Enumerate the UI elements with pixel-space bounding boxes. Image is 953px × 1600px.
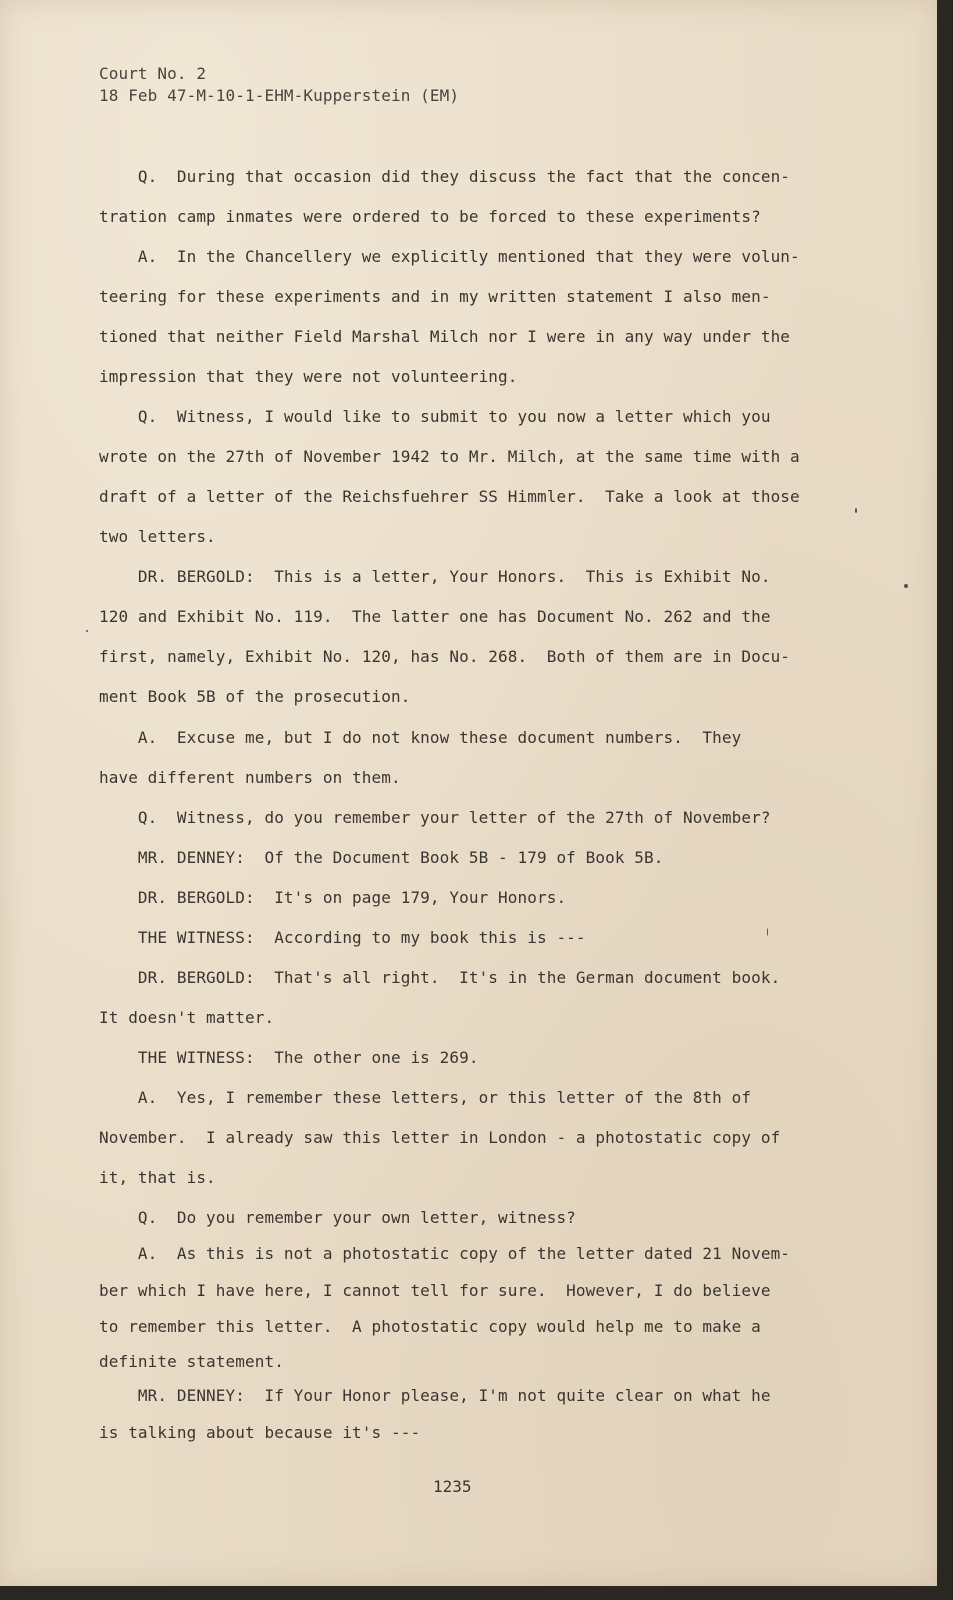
transcript-line: teering for these experiments and in my written statement I also men- — [99, 287, 771, 306]
transcript-line: It doesn't matter. — [99, 1008, 275, 1027]
transcript-line: A. Excuse me, but I do not know these document numbers. They — [99, 728, 742, 747]
paper-speck — [767, 928, 768, 936]
paper-speck — [855, 508, 857, 513]
transcript-line: first, namely, Exhibit No. 120, has No. 268. Both of them are in Docu- — [99, 647, 791, 666]
transcript-line: MR. DENNEY: Of the Document Book 5B - 179 of Book 5B. — [99, 848, 664, 867]
session-reference: 18 Feb 47-M-10-1-EHM-Kupperstein (EM) — [99, 86, 460, 105]
transcript-line: A. Yes, I remember these letters, or this letter of the 8th of — [99, 1088, 752, 1107]
transcript-line: it, that is. — [99, 1168, 216, 1187]
transcript-line: tioned that neither Field Marshal Milch nor I were in any way under the — [99, 327, 791, 346]
page-number: 1235 — [433, 1477, 472, 1496]
transcript-line: ber which I have here, I cannot tell for sure. However, I do believe — [99, 1281, 771, 1300]
court-number: Court No. 2 — [99, 64, 207, 83]
paper-speck — [86, 630, 88, 632]
transcript-line: is talking about because it's --- — [99, 1423, 421, 1442]
transcript-line: THE WITNESS: The other one is 269. — [99, 1048, 479, 1067]
transcript-line: A. As this is not a photostatic copy of the letter dated 21 Novem- — [99, 1244, 791, 1263]
transcript-line: to remember this letter. A photostatic copy would help me to make a — [99, 1317, 761, 1336]
transcript-line: November. I already saw this letter in London - a photostatic copy of — [99, 1128, 781, 1147]
transcript-line: draft of a letter of the Reichsfuehrer SS Himmler. Take a look at those — [99, 487, 800, 506]
transcript-line: DR. BERGOLD: This is a letter, Your Honors. This is Exhibit No. — [99, 567, 771, 586]
transcript-line: DR. BERGOLD: It's on page 179, Your Honors. — [99, 888, 567, 907]
transcript-line: impression that they were not volunteering. — [99, 367, 518, 386]
transcript-line: definite statement. — [99, 1352, 284, 1371]
transcript-line: THE WITNESS: According to my book this is --- — [99, 928, 586, 947]
transcript-line: Q. Do you remember your own letter, witness? — [99, 1208, 576, 1227]
transcript-line: wrote on the 27th of November 1942 to Mr. Milch, at the same time with a — [99, 447, 800, 466]
transcript-line: have different numbers on them. — [99, 768, 401, 787]
transcript-line: A. In the Chancellery we explicitly mentioned that they were volun- — [99, 247, 800, 266]
transcript-line: Q. Witness, I would like to submit to you now a letter which you — [99, 407, 771, 426]
transcript-line: Q. Witness, do you remember your letter of the 27th of November? — [99, 808, 771, 827]
paper-speck — [904, 584, 908, 588]
transcript-line: two letters. — [99, 527, 216, 546]
transcript-line: tration camp inmates were ordered to be forced to these experiments? — [99, 207, 761, 226]
transcript-line: DR. BERGOLD: That's all right. It's in the German document book. — [99, 968, 781, 987]
transcript-line: MR. DENNEY: If Your Honor please, I'm not quite clear on what he — [99, 1386, 771, 1405]
transcript-line: 120 and Exhibit No. 119. The latter one has Document No. 262 and the — [99, 607, 771, 626]
transcript-line: ment Book 5B of the prosecution. — [99, 687, 411, 706]
transcript-line: Q. During that occasion did they discuss the fact that the concen- — [99, 167, 791, 186]
